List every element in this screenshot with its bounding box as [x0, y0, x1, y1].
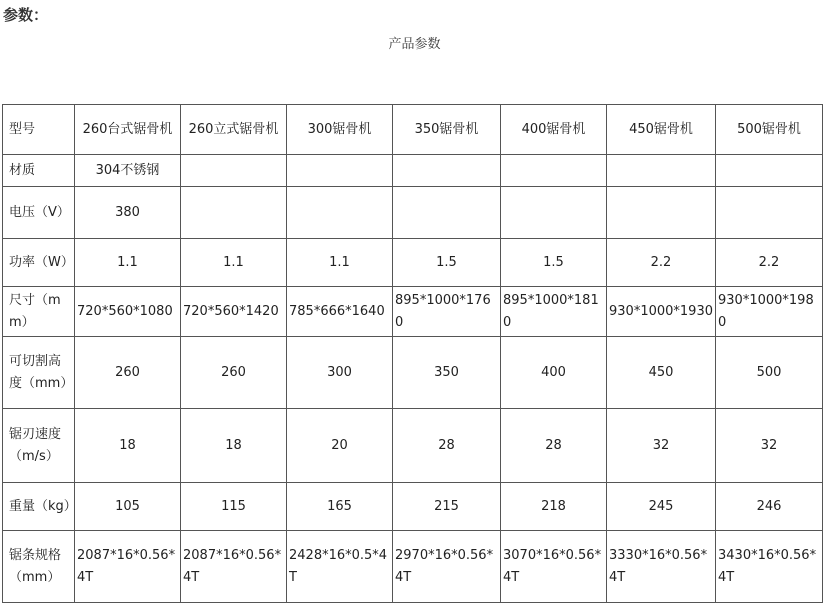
blade-spec-cell: 2087*16*0.56*4T	[181, 531, 287, 603]
section-heading: 参数：	[3, 6, 49, 24]
cut-height-cell: 300	[287, 337, 393, 409]
blade-speed-cell: 28	[393, 409, 501, 483]
model-header-400: 400锯骨机	[501, 105, 607, 155]
dimensions-cell: 720*560*1420	[181, 287, 287, 337]
dimensions-cell: 930*1000*1930	[607, 287, 716, 337]
power-cell: 1.1	[75, 239, 181, 287]
voltage-cell	[501, 187, 607, 239]
table-row-blade-spec	[3, 531, 823, 603]
power-cell: 1.5	[501, 239, 607, 287]
cut-height-cell: 450	[607, 337, 716, 409]
blade-spec-cell: 2087*16*0.56*4T	[75, 531, 181, 603]
cut-height-cell: 260	[75, 337, 181, 409]
blade-spec-cell: 3070*16*0.56*4T	[501, 531, 607, 603]
table-row-weight	[3, 483, 823, 531]
model-header-260-stand: 260立式锯骨机	[181, 105, 287, 155]
blade-speed-cell: 28	[501, 409, 607, 483]
table-row-blade-speed	[3, 409, 823, 483]
row-label-power: 功率（W）	[3, 239, 75, 287]
weight-cell: 246	[716, 483, 823, 531]
power-cell: 2.2	[716, 239, 823, 287]
table-row-dimensions	[3, 287, 823, 337]
blade-spec-cell: 2970*16*0.56*4T	[393, 531, 501, 603]
cut-height-cell: 350	[393, 337, 501, 409]
blade-speed-cell: 32	[607, 409, 716, 483]
dimensions-cell: 895*1000*1810	[501, 287, 607, 337]
weight-cell: 105	[75, 483, 181, 531]
row-label-cut-height: 可切割高度（mm）	[3, 337, 75, 409]
model-header-350: 350锯骨机	[393, 105, 501, 155]
table-row-power	[3, 239, 823, 287]
blade-spec-cell: 2428*16*0.5*4T	[287, 531, 393, 603]
dimensions-cell: 720*560*1080	[75, 287, 181, 337]
row-label-weight: 重量（kg）	[3, 483, 75, 531]
material-cell	[501, 155, 607, 187]
voltage-cell	[607, 187, 716, 239]
cut-height-cell: 260	[181, 337, 287, 409]
row-label-material: 材质	[3, 155, 75, 187]
blade-speed-cell: 32	[716, 409, 823, 483]
material-cell	[393, 155, 501, 187]
material-cell	[181, 155, 287, 187]
voltage-cell	[287, 187, 393, 239]
weight-cell: 165	[287, 483, 393, 531]
table-row-model	[3, 105, 823, 155]
product-params-table	[2, 104, 823, 603]
weight-cell: 245	[607, 483, 716, 531]
row-label-voltage: 电压（V）	[3, 187, 75, 239]
material-cell	[607, 155, 716, 187]
row-label-blade-spec: 锯条规格（mm）	[3, 531, 75, 603]
cut-height-cell: 400	[501, 337, 607, 409]
blade-speed-cell: 18	[75, 409, 181, 483]
voltage-cell	[393, 187, 501, 239]
voltage-cell	[181, 187, 287, 239]
blade-spec-cell: 3430*16*0.56*4T	[716, 531, 823, 603]
voltage-cell: 380	[75, 187, 181, 239]
dimensions-cell: 895*1000*1760	[393, 287, 501, 337]
blade-spec-cell: 3330*16*0.56*4T	[607, 531, 716, 603]
table-row-cut-height	[3, 337, 823, 409]
power-cell: 1.1	[181, 239, 287, 287]
dimensions-cell: 785*666*1640	[287, 287, 393, 337]
weight-cell: 215	[393, 483, 501, 531]
voltage-cell	[716, 187, 823, 239]
material-cell: 304不锈钢	[75, 155, 181, 187]
weight-cell: 218	[501, 483, 607, 531]
material-cell	[287, 155, 393, 187]
power-cell: 1.1	[287, 239, 393, 287]
model-header-500: 500锯骨机	[716, 105, 823, 155]
model-header-300: 300锯骨机	[287, 105, 393, 155]
power-cell: 1.5	[393, 239, 501, 287]
model-header-260-desk: 260台式锯骨机	[75, 105, 181, 155]
blade-speed-cell: 18	[181, 409, 287, 483]
power-cell: 2.2	[607, 239, 716, 287]
table-row-voltage	[3, 187, 823, 239]
material-cell	[716, 155, 823, 187]
table-title: 产品参数	[388, 37, 441, 52]
dimensions-cell: 930*1000*1980	[716, 287, 823, 337]
cut-height-cell: 500	[716, 337, 823, 409]
blade-speed-cell: 20	[287, 409, 393, 483]
row-label-blade-speed: 锯刃速度（m/s）	[3, 409, 75, 483]
weight-cell: 115	[181, 483, 287, 531]
row-label-model: 型号	[3, 105, 75, 155]
table-row-material	[3, 155, 823, 187]
model-header-450: 450锯骨机	[607, 105, 716, 155]
row-label-dimensions: 尺寸（mm）	[3, 287, 75, 337]
